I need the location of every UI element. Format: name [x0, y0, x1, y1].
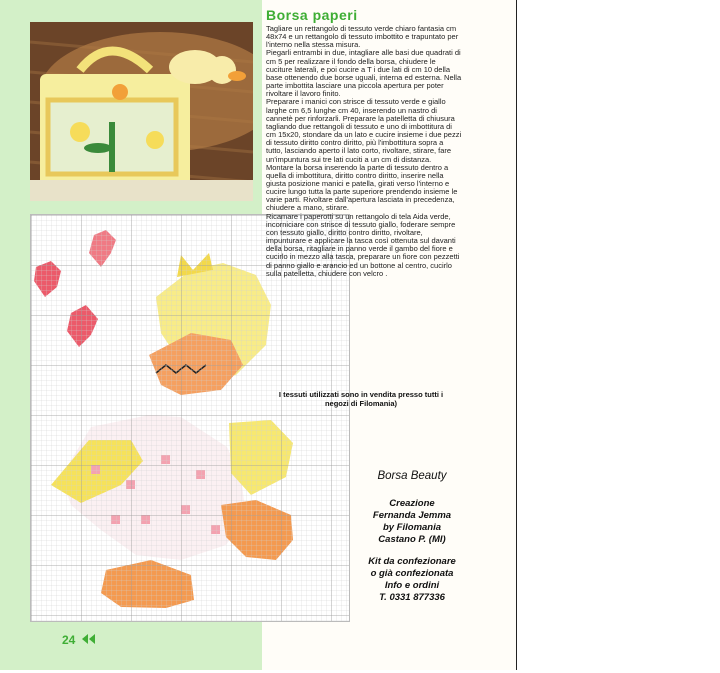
- article-title: Borsa paperi: [266, 7, 358, 23]
- double-arrow-left-icon: [82, 634, 96, 644]
- kit-info: [346, 556, 478, 604]
- paragraph: Tagliare un rettangolo di tessuto verde chiaro fantasia cm 48x74 e un rettangolo di tessuto imbottito e trapuntato per l'interno nella stessa misura.: [266, 24, 459, 50]
- credits-heading: Borsa Beauty: [377, 470, 447, 482]
- paragraph: Montare la borsa inserendo la parte di tessuto dentro a quella di imbottitura, diritto contro diritto, inserire nella giusta posizione manici e patella, girati verso l'interno e cucire lungo tutta la parte superiore prendendo insieme le varie parti. Rivoltare dall'apertura lasciata in precedenza, chiudere a mano, stirare.: [266, 162, 458, 213]
- kit-line: o già confezionata: [370, 568, 454, 579]
- credit-line: by Filomania: [382, 522, 442, 533]
- kit-line: Kit da confezionare: [368, 556, 456, 567]
- credit-line: Creazione: [389, 498, 435, 509]
- bag-photo: [30, 22, 253, 201]
- paragraph: Piegarli entrambi in due, intagliare alle basi due quadrati di cm 5 per realizzare il fondo della borsa, chiudere le cuciture laterali, e poi cucire a T i due lati di cm 10 della base ottenendo due borse uguali, interna ed esterna. Nella parte imbottita lasciare una piccola apertura per poter rivoltare il lavoro finito.: [266, 48, 462, 99]
- fabric-availability-note: I tessuti utilizzati sono in vendita presso tutti i negozi di Filomania): [278, 390, 444, 408]
- page-number: 24: [62, 633, 76, 647]
- article-body: [266, 25, 462, 278]
- credit-line: Fernanda Jemma: [372, 510, 452, 521]
- credit-line: Castano P. (MI): [378, 534, 446, 545]
- credits-block: [346, 470, 478, 614]
- paragraph: Preparare i manici con strisce di tessuto verde e giallo larghe cm 6,5 lunghe cm 40, inserendo un nastro di cannetè per rinforzarli. Preparare la patelletta di chiusura tagliando due rettangoli di tessuto e uno di imbottitura di cm 15x20, stondare da un lato e cucire insieme i due pezzi di tessuto diritto contro diritto, più l'imbottitura sopra a tutto, lasciando aperto il lato corto, rivoltare, stirare, fare un'impuntura sui tre lati cuciti a un cm di distanza.: [266, 97, 462, 164]
- paragraph: Ricamare i paperotti su un rettangolo di tela Aida verde, incorniciare con strisce di tessuto giallo, foderare sempre con tessuto giallo, diritto contro diritto, rivoltare, impunturare e applicare la tasca così ottenuta sul davanti della borsa, ritagliare in panno verde il gambo del fiore e cucirlo in mezzo alla tasca, preparare un fiore con pezzetti di panno giallo e arancio ed un bottone al centro, cucirlo sulla patelletta, chiudere con velcro .: [266, 211, 460, 278]
- kit-phone: T. 0331 877336: [379, 592, 445, 603]
- kit-line: Info e ordini: [384, 580, 440, 591]
- creation-credit: [346, 498, 478, 546]
- bag-photo-illustration: [30, 22, 253, 201]
